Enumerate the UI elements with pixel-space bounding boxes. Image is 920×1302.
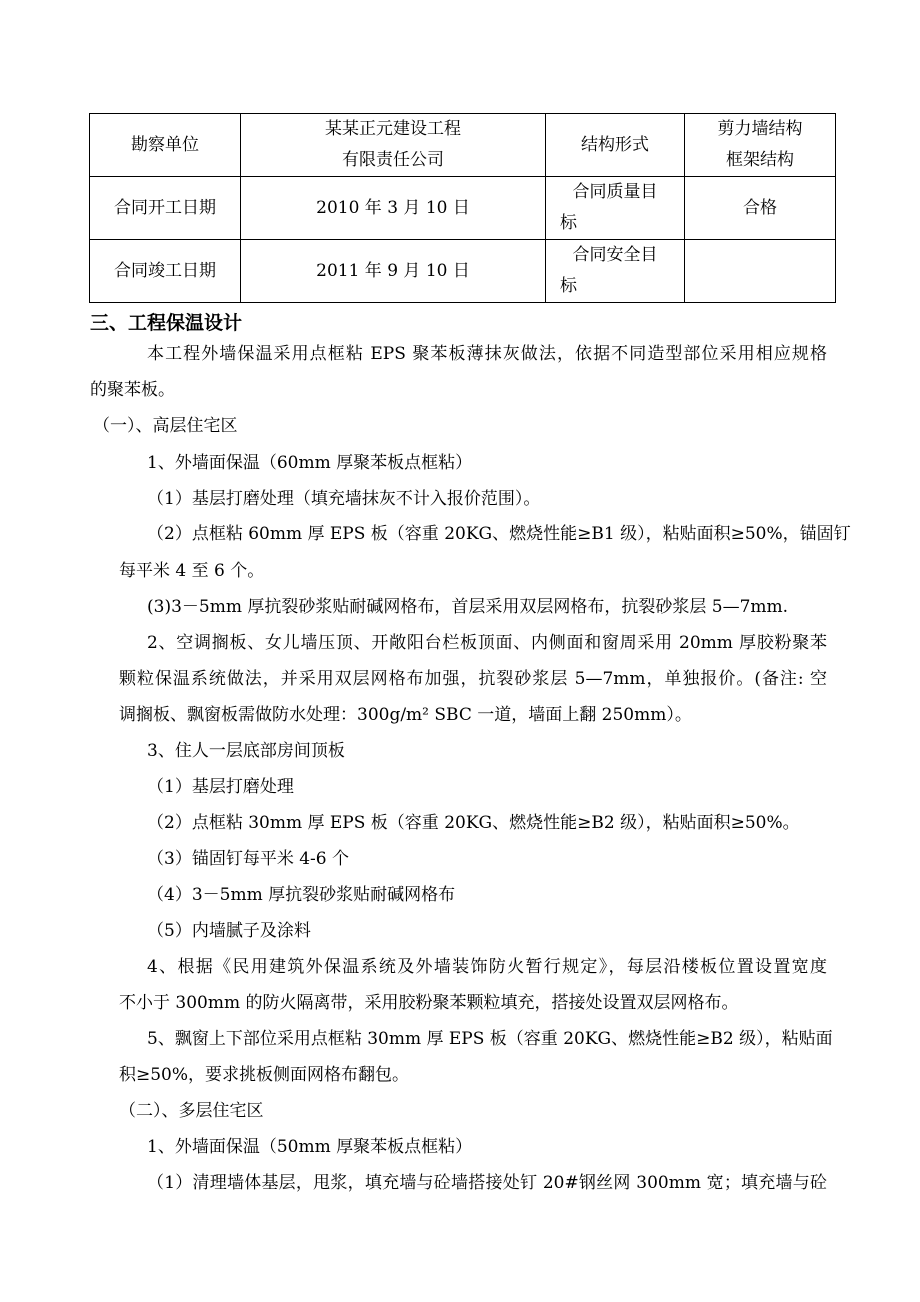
table-row: [90, 114, 836, 177]
paragraph-line: （4）3－5mm 厚抗裂砂浆贴耐碱网格布: [147, 885, 456, 905]
paragraph-line: 1、外墙面保温（50mm 厚聚苯板点框粘）: [147, 1137, 473, 1157]
table-cell: 勘察单位: [90, 114, 241, 177]
subsection-title: （二）、多层住宅区: [119, 1101, 264, 1121]
paragraph-line: 2、空调搁板、女儿墙压顶、开敞阳台栏板顶面、内侧面和窗周采用 20mm 厚胶粉聚苯: [147, 633, 827, 653]
paragraph-line: 调搁板、飘窗板需做防水处理：300g/m² SBC 一道，墙面上翻 250mm）。: [119, 705, 692, 725]
paragraph-line: 积≥50%，要求挑板侧面网格布翻包。: [119, 1065, 410, 1085]
table-cell: 结构形式: [546, 114, 685, 177]
paragraph-line: （2）点框粘 60mm 厚 EPS 板（容重 20KG、燃烧性能≥B1 级），粘贴面积≥50%，锚固钉: [147, 524, 851, 544]
paragraph-line: 的聚苯板。: [90, 380, 175, 400]
paragraph-line: 每平米 4 至 6 个。: [119, 561, 265, 581]
table-cell: 合同质量目 标: [546, 177, 685, 240]
project-info-table: [89, 113, 836, 303]
table-cell: 合格: [685, 177, 836, 240]
paragraph-line: 1、外墙面保温（60mm 厚聚苯板点框粘）: [147, 453, 473, 473]
table-cell: 2011 年 9 月 10 日: [241, 240, 546, 303]
subsection-title: （一）、高层住宅区: [93, 416, 238, 436]
table-cell: 2010 年 3 月 10 日: [241, 177, 546, 240]
paragraph-line: （1）清理墙体基层，甩浆，填充墙与砼墙搭接处钉 20#钢丝网 300mm 宽；填充墙与砼: [147, 1173, 827, 1193]
paragraph-line: 颗粒保温系统做法，并采用双层网格布加强，抗裂砂浆层 5—7mm，单独报价。(备注: 空: [119, 669, 827, 689]
paragraph-line: （1）基层打磨处理: [147, 777, 294, 797]
paragraph-line: （2）点框粘 30mm 厚 EPS 板（容重 20KG、燃烧性能≥B2 级），粘贴面积≥50%。: [147, 813, 800, 833]
paragraph-line: 5、飘窗上下部位采用点框粘 30mm 厚 EPS 板（容重 20KG、燃烧性能≥B2 级），粘贴面: [147, 1029, 833, 1049]
paragraph-line: （3）锚固钉每平米 4-6 个: [147, 849, 349, 869]
table-cell: 剪力墙结构 框架结构: [685, 114, 836, 177]
paragraph-line: （1）基层打磨处理（填充墙抹灰不计入报价范围）。: [147, 489, 541, 509]
table-cell: 合同安全目 标: [546, 240, 685, 303]
paragraph-line: (3)3－5mm 厚抗裂砂浆贴耐碱网格布，首层采用双层网格布，抗裂砂浆层 5—7mm.: [147, 597, 789, 617]
paragraph-line: 本工程外墙保温采用点框粘 EPS 聚苯板薄抹灰做法，依据不同造型部位采用相应规格: [147, 344, 827, 364]
paragraph-line: 4、根据《民用建筑外保温系统及外墙装饰防火暂行规定》，每层沿楼板位置设置宽度: [147, 957, 827, 977]
paragraph-line: 不小于 300mm 的防火隔离带，采用胶粉聚苯颗粒填充，搭接处设置双层网格布。: [119, 993, 739, 1013]
paragraph-line: （5）内墙腻子及涂料: [147, 921, 311, 941]
section-title: 三、工程保温设计: [90, 312, 243, 334]
table-cell: [685, 240, 836, 303]
table-cell: 合同竣工日期: [90, 240, 241, 303]
table-row: [90, 240, 836, 303]
table-row: [90, 177, 836, 240]
table-cell: 合同开工日期: [90, 177, 241, 240]
paragraph-line: 3、住人一层底部房间顶板: [147, 741, 345, 761]
table-cell: 某某正元建设工程 有限责任公司: [241, 114, 546, 177]
